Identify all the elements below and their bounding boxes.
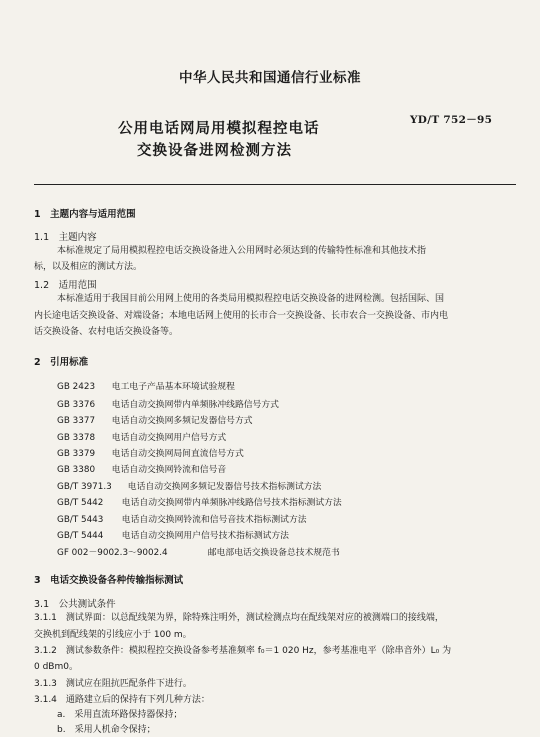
section-3-1-2-line-2: 0 dBm0。 [34, 662, 78, 672]
reference-item [57, 446, 244, 459]
section-3-1-heading: 3.1 公共测试条件 [34, 599, 116, 610]
reference-code: GB 3377 [57, 416, 96, 426]
header-divider [34, 184, 516, 185]
issuer-title: 中华人民共和国通信行业标准 [179, 70, 361, 86]
reference-code: GB/T 3971.3 [57, 482, 112, 492]
reference-code: GB 3376 [57, 400, 96, 410]
reference-code: GB 3380 [57, 465, 96, 475]
reference-item [57, 479, 321, 492]
reference-item [57, 495, 342, 508]
reference-code: GB/T 5442 [57, 498, 104, 508]
list-item-a: a. 采用直流环路保持器保持； [57, 710, 183, 720]
reference-code: GB 2423 [57, 382, 96, 392]
section-2-heading: 2 引用标准 [34, 357, 89, 368]
reference-code: GB 3378 [57, 433, 96, 443]
reference-title: 电话自动交换网带内单频脉冲线路信号技术指标测试方法 [121, 498, 342, 508]
reference-item [57, 462, 226, 475]
reference-item [57, 379, 235, 392]
document-title-line-2: 交换设备进网检测方法 [137, 143, 292, 159]
reference-title: 电话自动交换网局间直流信号方式 [111, 449, 244, 459]
reference-title: 邮电部电话交换设备总技术规范书 [207, 548, 340, 558]
reference-title: 电话自动交换网带内单频脉冲线路信号方式 [111, 400, 279, 410]
reference-item [57, 397, 279, 410]
section-1-2-text-line-3: 话交换设备、农村电话交换设备等。 [34, 327, 179, 337]
reference-item [57, 545, 340, 558]
reference-title: 电话自动交换网用户信号技术指标测试方法 [121, 531, 289, 541]
reference-title: 电话自动交换网铃流和信号音技术指标测试方法 [121, 515, 307, 525]
reference-title: 电话自动交换网多频记发器信号技术指标测试方法 [127, 482, 322, 492]
reference-item [57, 512, 307, 525]
section-1-1-text-line-2: 标，以及相应的测试方法。 [34, 262, 143, 272]
section-3-1-1-line-1: 3.1.1 测试界面：以总配线架为界，除特殊注明外，测试检测点均在配线架对应的被测端口的接线端， [34, 613, 444, 623]
section-3-1-4: 3.1.4 通路建立后的保持有下列几种方法： [34, 695, 210, 705]
reference-code: GB 3379 [57, 449, 96, 459]
section-3-1-2-line-1: 3.1.2 测试参数条件：模拟程控交换设备参考基准频率 f₀＝1 020 Hz，参考基准电平（除串音外）L₀ 为 [34, 646, 452, 656]
reference-code: GB/T 5443 [57, 515, 104, 525]
section-1-1-heading: 1.1 主题内容 [34, 232, 97, 243]
section-1-2-text-line-2: 内长途电话交换设备、对端设备；本地电话网上使用的长市合一交换设备、长市农合一交换设备、市内电 [34, 311, 449, 321]
document-title-line-1: 公用电话网局用模拟程控电话 [118, 121, 320, 137]
reference-title: 电话自动交换网铃流和信号音 [111, 465, 227, 475]
section-3-heading: 3 电话交换设备各种传输指标测试 [34, 575, 184, 586]
section-1-2-text-line-1: 本标准适用于我国目前公用网上使用的各类局用模拟程控电话交换设备的进网检测。包括国际、国 [57, 294, 445, 304]
list-item-b: b. 采用人机命令保持； [57, 725, 156, 735]
section-3-1-1-line-2: 交换机到配线架的引线应小于 100 m。 [34, 630, 192, 640]
section-1-heading: 1 主题内容与适用范围 [34, 209, 136, 220]
reference-title: 电话自动交换网用户信号方式 [111, 433, 227, 443]
section-1-2-heading: 1.2 适用范围 [34, 280, 97, 291]
section-3-1-3: 3.1.3 测试应在阻抗匹配条件下进行。 [34, 679, 192, 689]
reference-code: GB/T 5444 [57, 531, 104, 541]
reference-title: 电工电子产品基本环境试验规程 [111, 382, 235, 392]
reference-title: 电话自动交换网多频记发器信号方式 [111, 416, 253, 426]
section-1-1-text-line-1: 本标准规定了局用模拟程控电话交换设备进入公用网时必须达到的传输特性标准和其他技术指 [57, 246, 427, 256]
reference-item [57, 430, 226, 443]
reference-code: GF 002－9002.3～9002.4 [57, 548, 168, 558]
reference-item [57, 413, 253, 426]
standard-number: YD/T 752－95 [410, 114, 493, 126]
reference-item [57, 528, 289, 541]
